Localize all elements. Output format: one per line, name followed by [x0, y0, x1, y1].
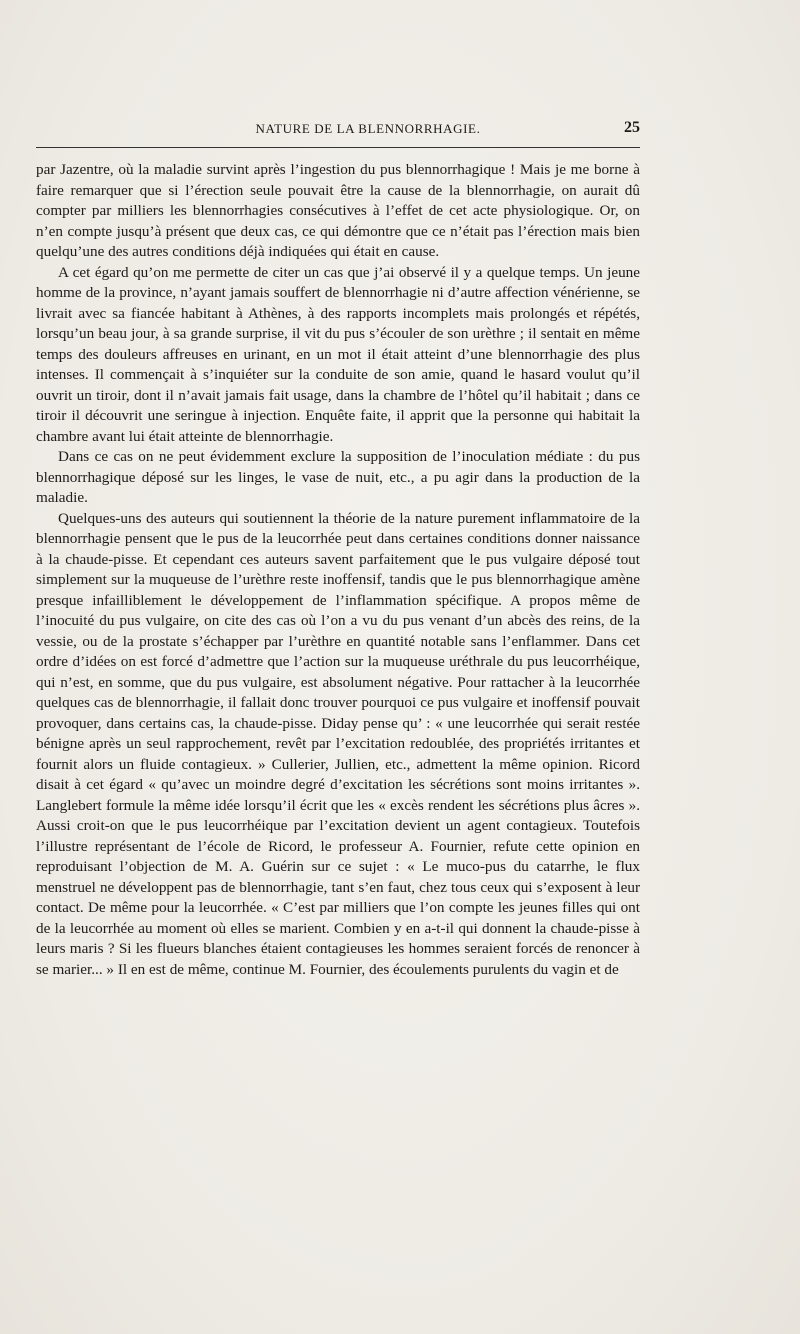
header-rule	[36, 147, 640, 148]
running-title: NATURE DE LA BLENNORRHAGIE.	[255, 121, 481, 136]
page-number: 25	[624, 119, 640, 136]
running-head	[36, 121, 640, 139]
paragraph: par Jazentre, où la maladie survint après l’ingestion du pus blennorrhagique ! Mais je me borne à faire remarquer que si l’érection seule pouvait être la cause de la blennorrhagie, on aurait dû compter par milliers les blennorrhagies consécutives à l’effet de cet acte physiologique. Or, on n’en compte jusqu’à présent que deux cas, ce qui démontre que ce n’était pas l’érection mais bien quelqu’une des autres conditions déjà indiquées qui était en cause.	[36, 161, 640, 260]
paragraph: Dans ce cas on ne peut évidemment exclure la supposition de l’inoculation médiate : du pus blennorrhagique déposé sur les linges, le vase de nuit, etc., a pu agir dans la production de la maladie.	[36, 448, 640, 506]
paragraph: Quelques-uns des auteurs qui soutiennent la théorie de la nature purement inflammatoire de la blennorrhagie pensent que le pus de la leucorrhée peut dans certaines conditions donner naissance à la chaude-pisse. Et cependant ces auteurs savent parfaitement que le pus vulgaire déposé tout simplement sur la muqueuse de l’urèthre reste inoffensif, tandis que le pus blennorrhagique amène presque infailliblement le développement de l’inflammation spécifique. A propos même de l’inocuité du pus vulgaire, on cite des cas où l’on a vu du pus venant d’un abcès des reins, de la vessie, ou de la prostate s’échapper par l’urèthre en quantité notable sans l’enflammer. Dans cet ordre d’idées on est forcé d’admettre que l’action sur la muqueuse uréthrale du pus leucorrhéique, qui n’est, en somme, que du pus vulgaire, est absolument négative. Pour rattacher à la leucorrhée quelques cas de blennorrhagie, il fallait donc trouver pourquoi ce pus vulgaire et inoffensif pouvait provoquer, dans certains cas, la chaude-pisse. Diday pense qu’ : « une leucorrhée qui serait restée bénigne après un seul rapprochement, revêt par l’excitation redoublée, des propriétés irritantes et fournit alors un fluide contagieux. » Cullerier, Jullien, etc., admettent la même opinion. Ricord disait à cet égard « qu’avec un moindre degré d’excitation les sécrétions sont moins irritantes ». Langlebert formule la même idée lorsqu’il écrit que les « excès rendent les sécrétions plus âcres ». Aussi croit-on que le pus leucorrhéique par l’excitation devient un agent contagieux. Toutefois l’illustre représentant de l’école de Ricord, le professeur A. Fournier, refute cette opinion en reproduisant l’objection de M. A. Guérin sur ce sujet : « Le muco-pus du catarrhe, le flux menstruel ne développent pas de blennorrhagie, tant s’en faut, chez tous ceux qui s’exposent à leur contact. De même pour la leucorrhée. « C’est par milliers que l’on compte les jeunes filles qui ont de la leucorrhée au moment où elles se marient. Combien y en a-t-il qui donnent la chaude-pisse à leurs maris ? Si les flueurs blanches étaient contagieuses les hommes seraient forcés de renoncer à se marier... » Il en est de même, continue M. Fournier, des écoulements purulents du vagin et de	[36, 509, 640, 978]
paragraph: A cet égard qu’on me permette de citer un cas que j’ai observé il y a quelque temps. Un jeune homme de la province, n’ayant jamais souffert de blennorrhagie ni d’autre affection vénérienne, se livrait avec sa fiancée habitant à Athènes, à des rapports incomplets mais prolongés et répétés, lorsqu’un beau jour, à sa grande surprise, il vit du pus s’écouler de son urèthre ; il sentait en même temps des douleurs affreuses en urinant, en un mot il était atteint d’une blennorrhagie des plus intenses. Il commençait à s’inquiéter sur la conduite de son amie, quand le hasard voulut qu’il ouvrit un tiroir, dont il n’avait jamais fait usage, dans la chambre de l’hôtel qu’il habitait ; dans ce tiroir il découvrit une seringue à injection. Enquête faite, il apprit que la personne qui habitait la chambre avant lui était atteinte de blennorrhagie.	[36, 263, 640, 445]
body-text	[36, 160, 640, 980]
